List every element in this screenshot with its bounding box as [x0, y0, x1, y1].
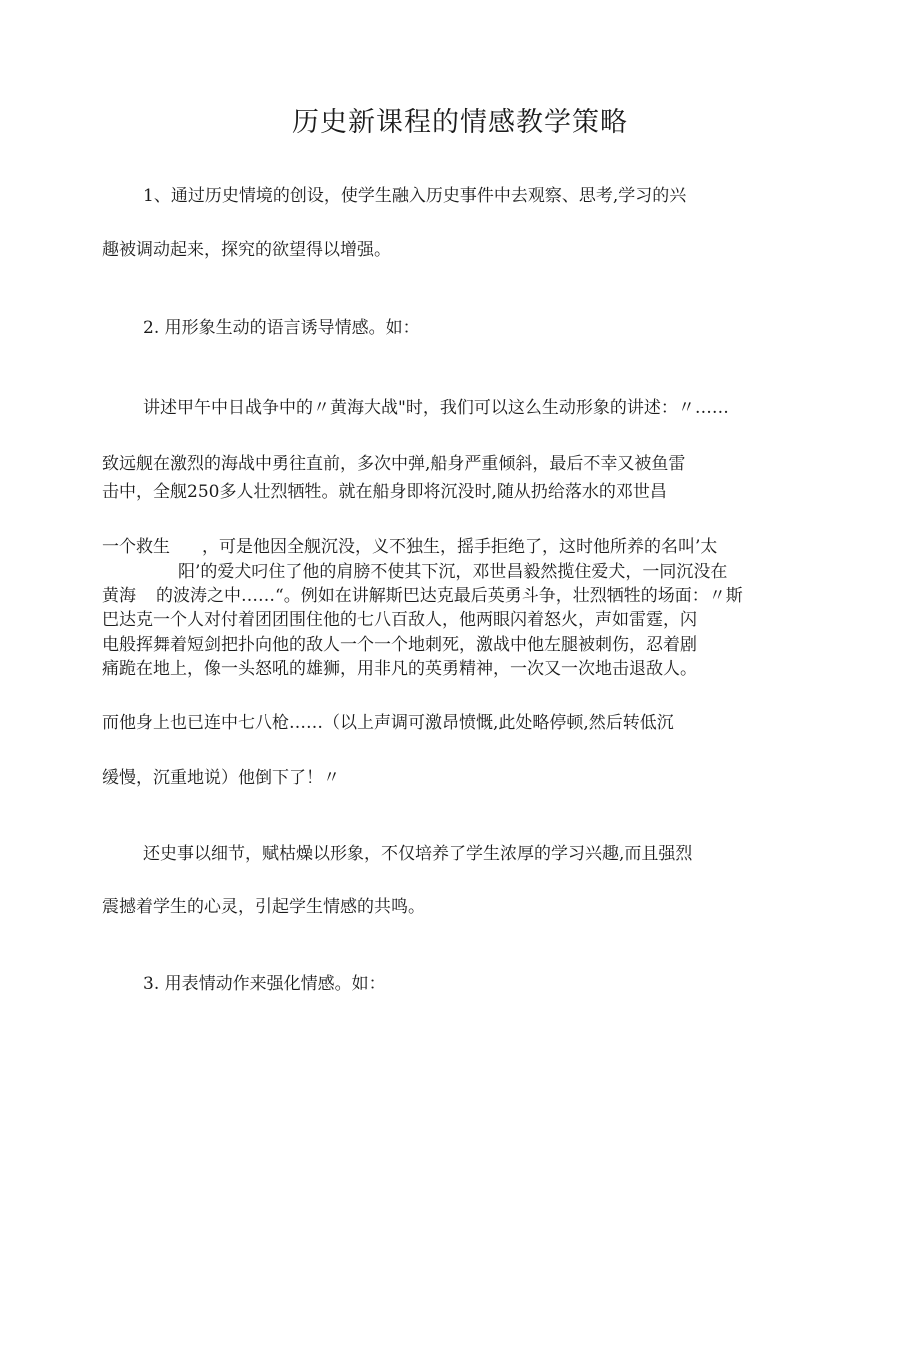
paragraph-line: 一个救生	[102, 537, 170, 557]
paragraph-line: 阳’的爱犬叼住了他的肩膀不使其下沉，邓世昌毅然揽住爱犬，一同沉没在	[178, 562, 728, 582]
paragraph-line: 而他身上也已连中七八枪……（以上声调可激昂愤慨,此处略停顿,然后转低沉	[102, 713, 674, 733]
paragraph-line: 2. 用形象生动的语言诱导情感。如：	[143, 318, 420, 338]
paragraph-line: 讲述甲午中日战争中的〃黄海大战"时，我们可以这么生动形象的讲述：〃……	[143, 398, 729, 418]
paragraph-line: 1、通过历史情境的创设，使学生融入历史事件中去观察、思考,学习的兴	[143, 186, 687, 206]
paragraph-line: 还史事以细节，赋枯燥以形象，不仅培养了学生浓厚的学习兴趣,而且强烈	[143, 844, 693, 864]
paragraph-line: 电般挥舞着短剑把扑向他的敌人一个一个地刺死，激战中他左腿被刺伤，忍着剧	[102, 635, 697, 655]
paragraph-line: 击中，全舰250多人壮烈牺牲。就在船身即将沉没时,随从扔给落水的邓世昌	[102, 482, 667, 502]
paragraph-line: 趣被调动起来，探究的欲望得以增强。	[102, 240, 391, 260]
paragraph-line: 的波涛之中……“。例如在讲解斯巴达克最后英勇斗争，壮烈牺牲的场面：〃斯	[156, 586, 743, 606]
paragraph-line: 致远舰在激烈的海战中勇往直前，多次中弹,船身严重倾斜，最后不幸又被鱼雷	[102, 454, 686, 474]
paragraph-line: 巴达克一个人对付着团团围住他的七八百敌人，他两眼闪着怒火，声如雷霆，闪	[102, 610, 697, 630]
paragraph-line: ，可是他因全舰沉没，义不独生，摇手拒绝了，这时他所养的名叫’太	[202, 537, 718, 557]
paragraph-line: 黄海	[102, 586, 136, 606]
paragraph-line: 震撼着学生的心灵，引起学生情感的共鸣。	[102, 897, 425, 917]
paragraph-line: 3. 用表情动作来强化情感。如：	[143, 974, 386, 994]
paragraph-line: 痛跪在地上，像一头怒吼的雄狮，用非凡的英勇精神，一次又一次地击退敌人。	[102, 659, 697, 679]
paragraph-line: 缓慢，沉重地说）他倒下了！〃	[102, 768, 340, 788]
document-title: 历史新课程的情感教学策略	[292, 107, 628, 138]
